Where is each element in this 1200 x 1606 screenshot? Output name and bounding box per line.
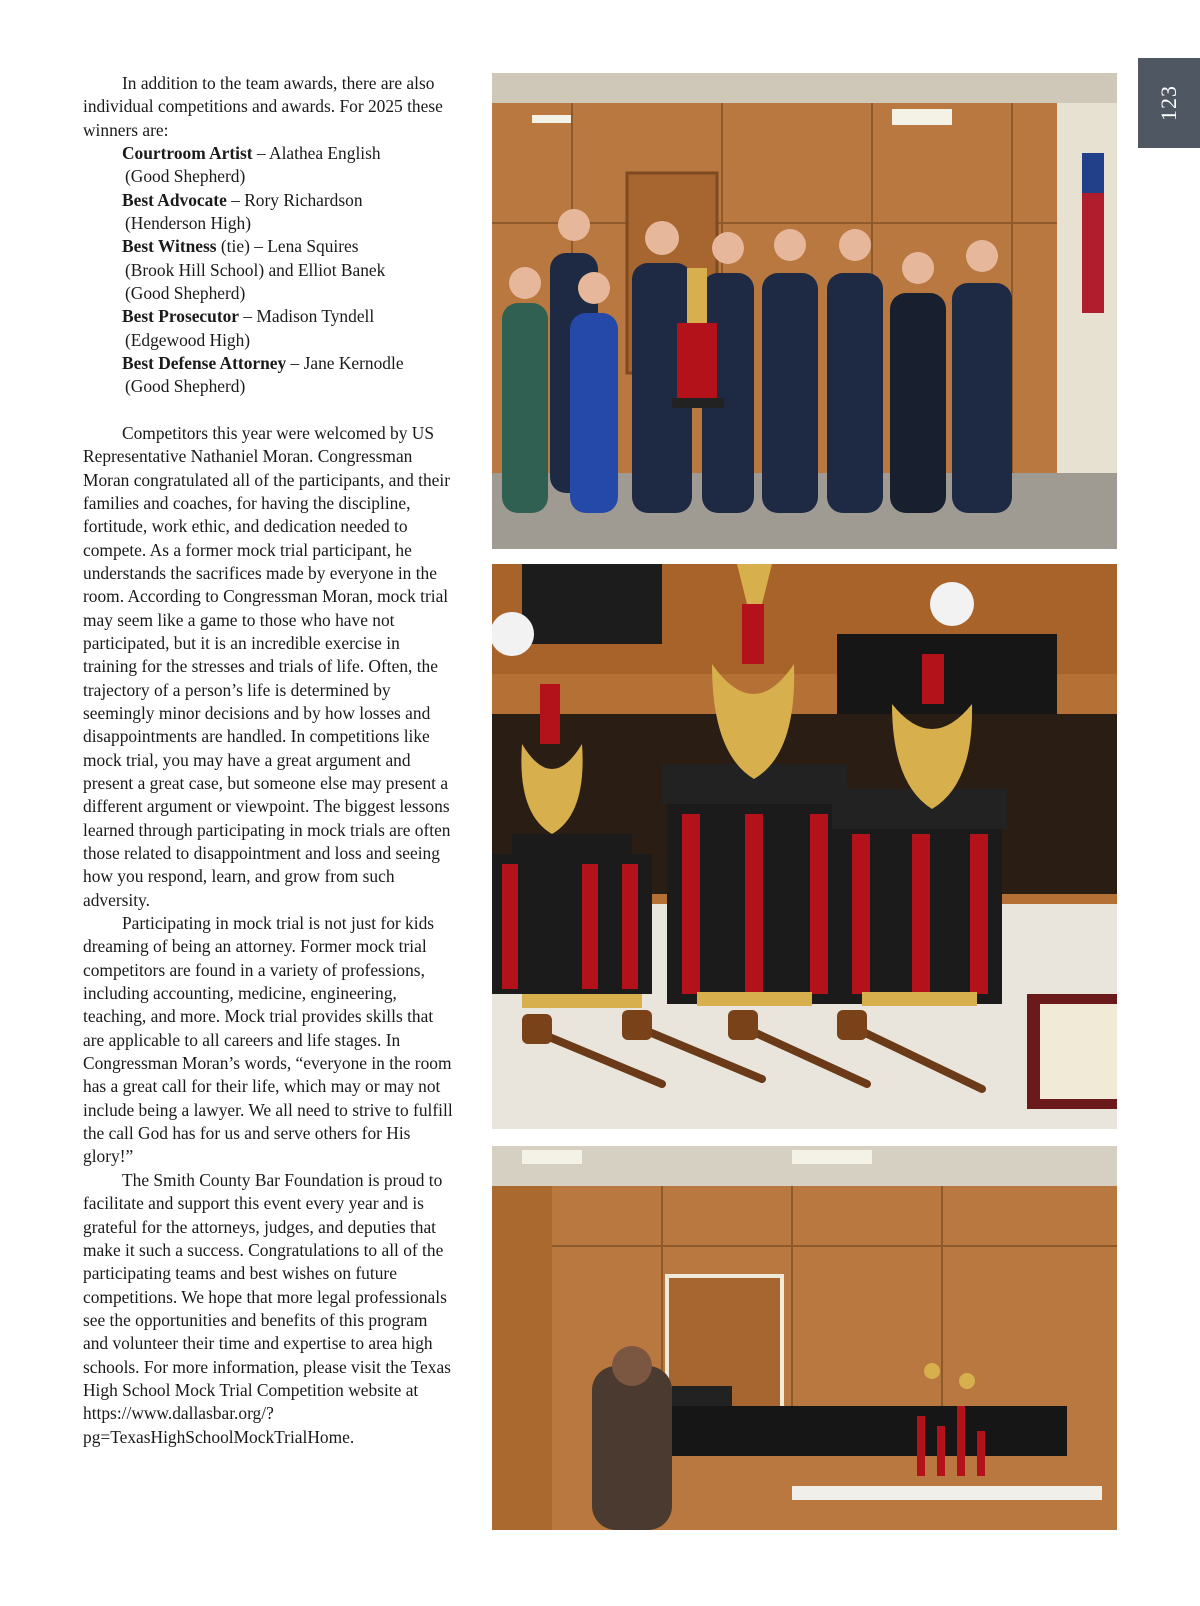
article-column xyxy=(83,72,455,1449)
award-school: (Good Shepherd) xyxy=(125,283,246,304)
paragraph-careers: Participating in mock trial is not just for kids dreaming of being an attorney. Former mock trial competitors are found in a variety of professions, including accounting, medicine, engineering, teaching, and more. Mock trial provides skills that are applicable to all careers and life stages. In Congressman Moran’s words, “everyone in the room has a great call for their life, which may or may not include being a lawyer. We all need to strive to fulfill the call God has for us and serve others for His glory!” xyxy=(83,913,453,1167)
paragraph-moran: Competitors this year were welcomed by US Representative Nathaniel Moran. Congressman Moran congratulated all of the participants, and their families and coaches, for having the discipline, fortitude, work ethic, and dedication needed to compete. As a former mock trial participant, he understands the sacrifices made by everyone in the room. According to Congressman Moran, mock trial may seem like a game to those who have not participated, but it is an incredible exercise in training for the stresses and trials of life. Often, the trajectory of a person’s life is determined by seemingly minor decisions and by how losses and disappointments are handled. In competitions like mock trial, you may have a great argument and present a great case, but someone else may present a different argument or viewpoint. The biggest lessons learned through participating in mock trials are often those related to disappointment and loss and seeing how you respond, learn, and grow from such adversity. xyxy=(83,422,451,910)
award-title: Courtroom Artist xyxy=(122,143,253,164)
award-item xyxy=(122,235,455,305)
page-number: 123 xyxy=(1156,85,1181,121)
award-school: (Brook Hill School) and Elliot Banek xyxy=(125,259,386,280)
award-item xyxy=(122,142,455,189)
intro-paragraph: In addition to the team awards, there are also individual competitions and awards. For 2025 these winners are: xyxy=(83,73,443,140)
award-school: (Edgewood High) xyxy=(125,329,251,350)
award-school: (Henderson High) xyxy=(125,213,252,234)
award-winner: – Alathea English xyxy=(252,143,381,164)
award-winner: (tie) – Lena Squires xyxy=(216,236,359,257)
award-item xyxy=(122,305,455,352)
team-group-photo xyxy=(492,73,1117,549)
award-item xyxy=(122,352,455,399)
paragraph-foundation: The Smith County Bar Foundation is proud to facilitate and support this event every year and is grateful for the attorneys, judges, and deputies that make it such a success. Congratulations to all of the participating teams and best wishes on future competitions. We hope that more legal professionals see the opportunities and benefits of this program and volunteer their time and expertise to area high schools. For more information, please visit the Texas High School Mock Trial Competition website at https://www.dallasbar.org/?pg=TexasHighSchoolMockTrialHome. xyxy=(83,1169,451,1447)
award-school: (Good Shepherd) xyxy=(125,166,246,187)
award-winner: – Jane Kernodle xyxy=(286,353,404,374)
page-number-tab xyxy=(1138,58,1200,148)
award-school: (Good Shepherd) xyxy=(125,376,246,397)
awards-list xyxy=(122,142,455,399)
award-title: Best Advocate xyxy=(122,189,227,210)
award-title: Best Defense Attorney xyxy=(122,353,287,374)
trophies-photo xyxy=(492,564,1117,1129)
award-winner: – Rory Richardson xyxy=(226,189,363,210)
award-item xyxy=(122,189,455,236)
award-winner: – Madison Tyndell xyxy=(239,306,375,327)
award-title: Best Prosecutor xyxy=(122,306,240,327)
award-title: Best Witness xyxy=(122,236,217,257)
courtroom-speaker-photo xyxy=(492,1146,1117,1530)
